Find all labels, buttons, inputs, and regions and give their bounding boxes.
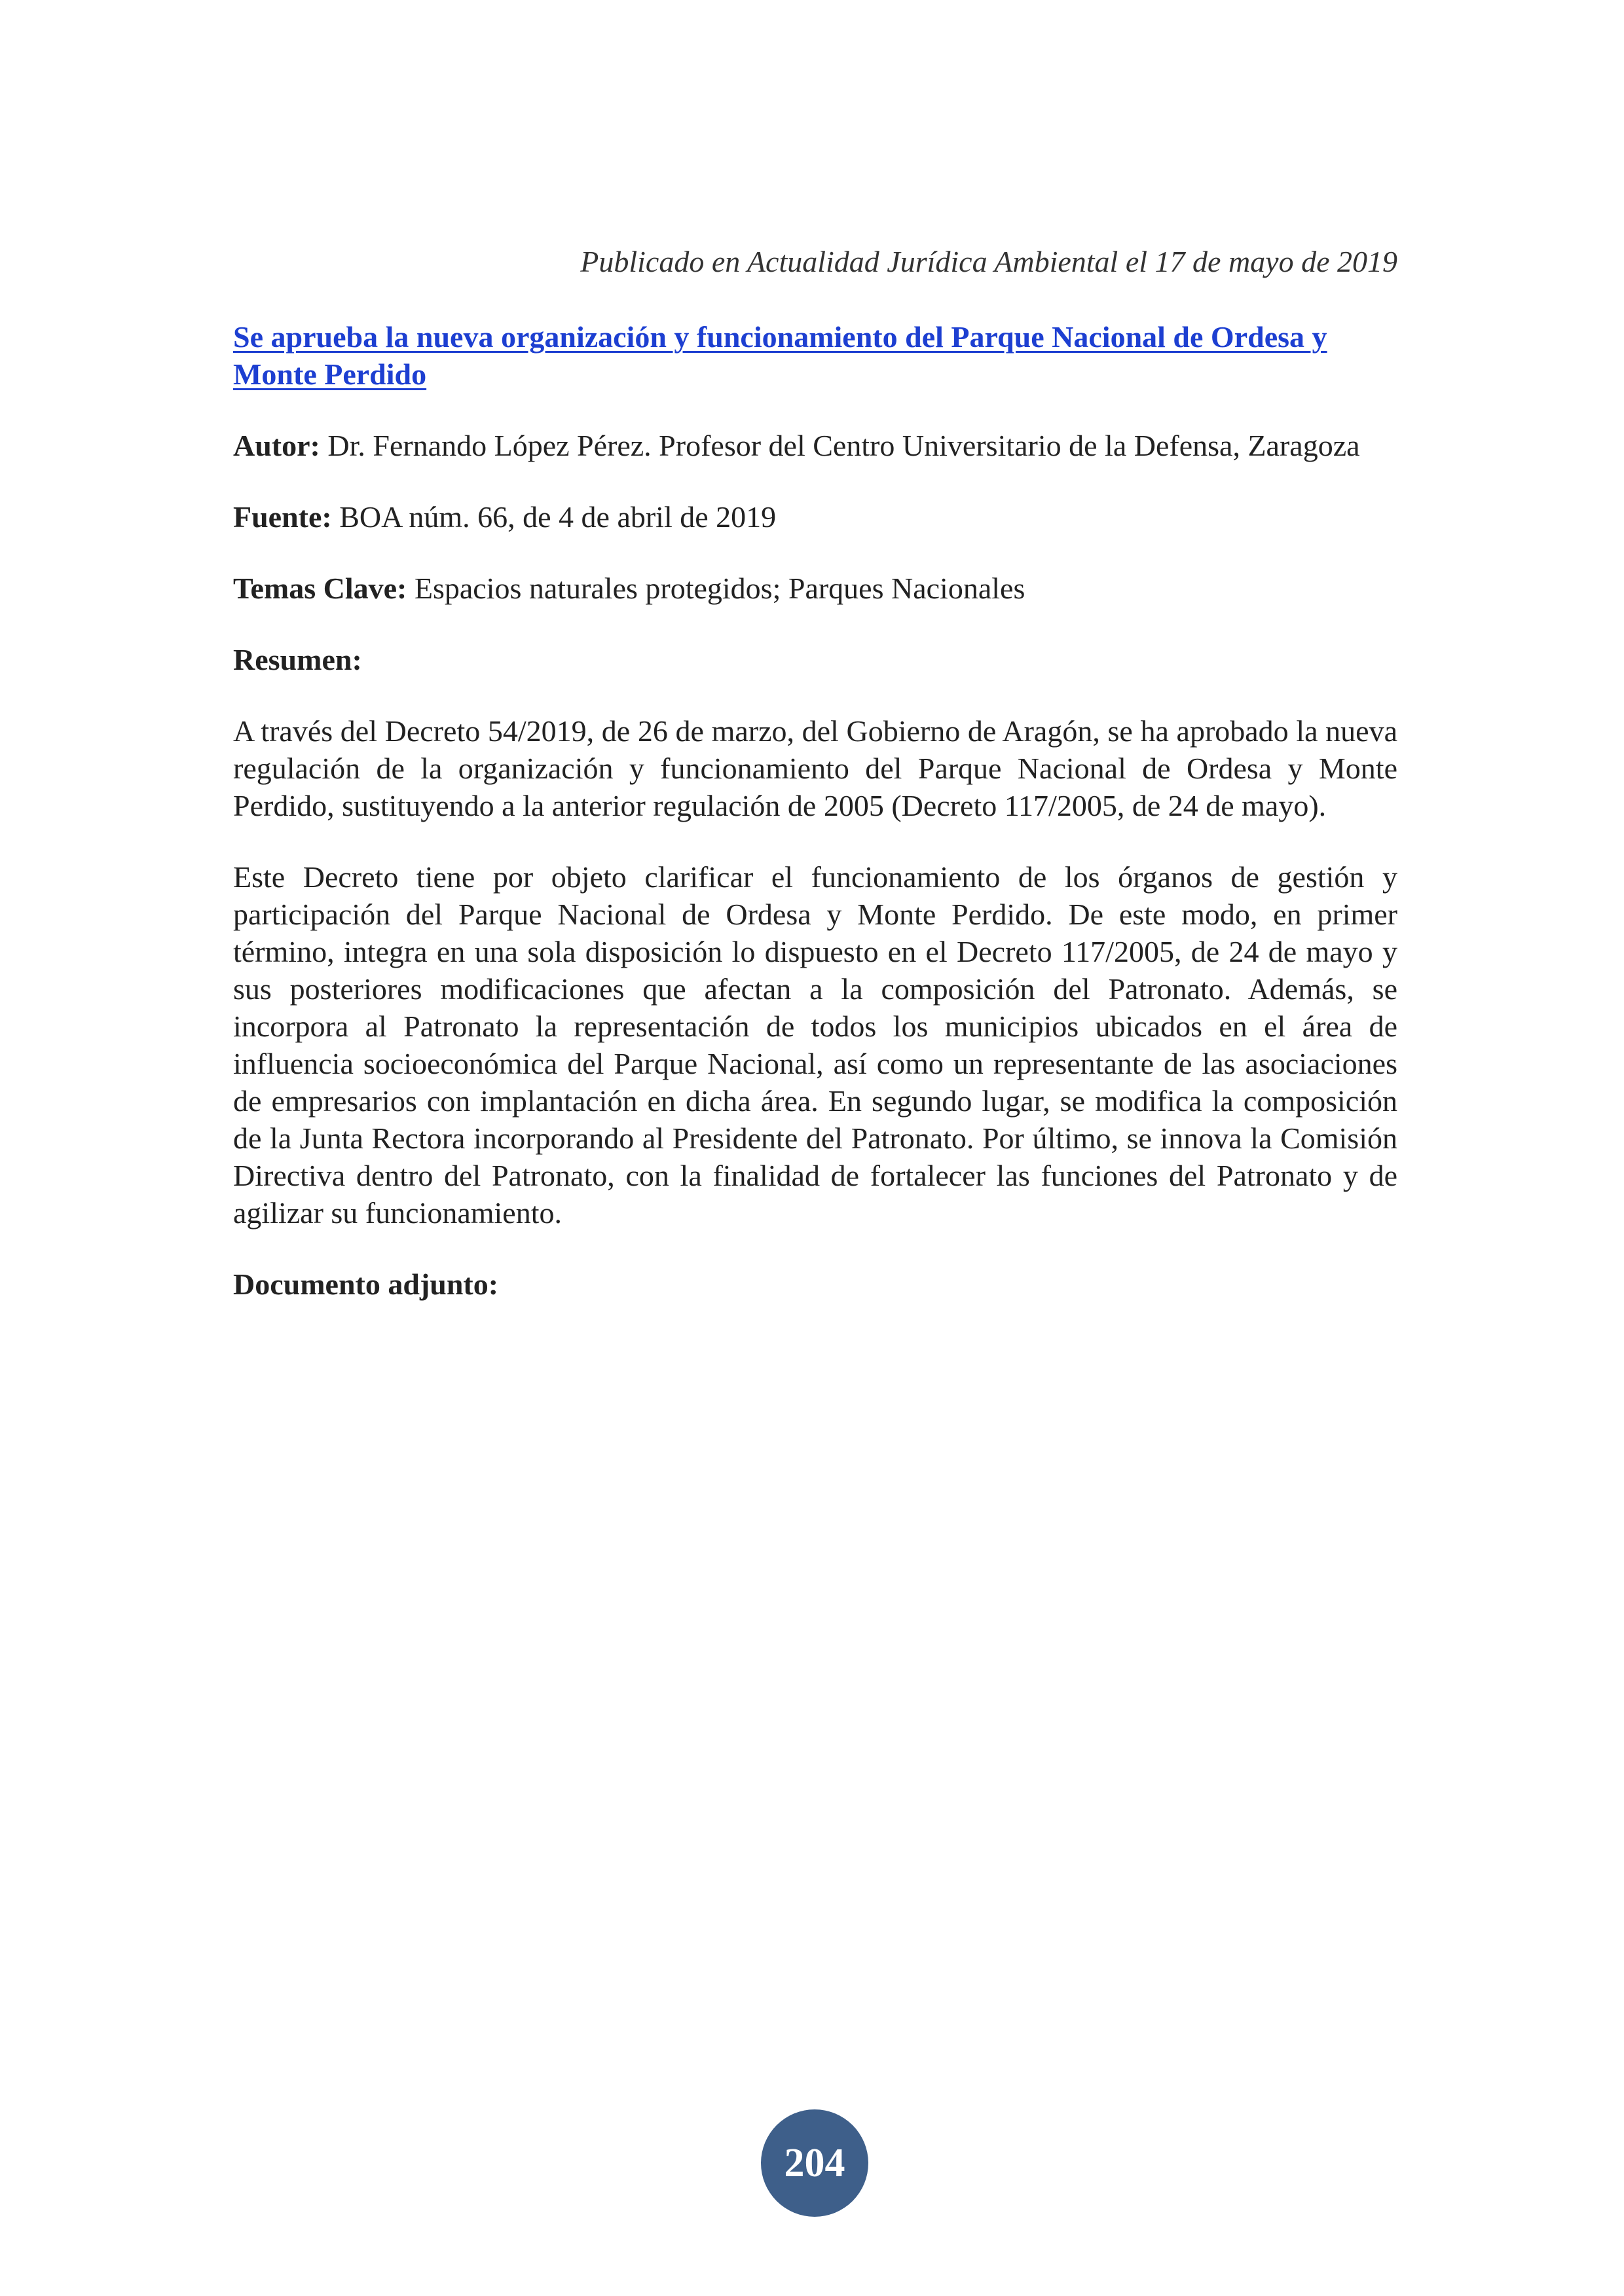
author-value: Dr. Fernando López Pérez. Profesor del Centro Universitario de la Defensa, Zaragoza xyxy=(327,429,1360,462)
article-title xyxy=(233,318,1397,393)
article-body xyxy=(233,318,1397,1303)
source-label: Fuente: xyxy=(233,500,332,534)
summary-paragraph: A través del Decreto 54/2019, de 26 de marzo, del Gobierno de Aragón, se ha aprobado la nueva regulación de la organización y funcionamiento del Parque Nacional de Ordesa y Monte Perdido, sustituyendo a la anterior regulación de 2005 (Decreto 117/2005, de 24 de mayo). xyxy=(233,714,1397,822)
summary-heading: Resumen: xyxy=(233,643,362,676)
topics-field xyxy=(233,570,1397,607)
author-field xyxy=(233,427,1397,464)
page-number-badge: 204 xyxy=(761,2109,868,2217)
source-value: BOA núm. 66, de 4 de abril de 2019 xyxy=(339,500,777,534)
article-title-link[interactable]: Se aprueba la nueva organización y funcionamiento del Parque Nacional de Ordesa y Monte Perdido xyxy=(233,320,1327,391)
source-field xyxy=(233,498,1397,536)
attachment-heading: Documento adjunto: xyxy=(233,1267,499,1301)
topics-value: Espacios naturales protegidos; Parques Nacionales xyxy=(414,572,1025,605)
author-label: Autor: xyxy=(233,429,320,462)
summary-paragraph: Este Decreto tiene por objeto clarificar el funcionamiento de los órganos de gestión y participación del Parque Nacional de Ordesa y Monte Perdido. De este modo, en primer término, integra en una sola disposición lo dispuesto en el Decreto 117/2005, de 24 de mayo y sus posteriores modificaciones que afectan a la composición del Patronato. Además, se incorpora al Patronato la representación de todos los municipios ubicados en el área de influencia socioeconómica del Parque Nacional, así como un representante de las asociaciones de empresarios con implantación en dicha área. En segundo lugar, se modifica la composición de la Junta Rectora incorporando al Presidente del Patronato. Por último, se innova la Comisión Directiva dentro del Patronato, con la finalidad de fortalecer las funciones del Patronato y de agilizar su funcionamiento. xyxy=(233,860,1397,1230)
topics-label: Temas Clave: xyxy=(233,572,407,605)
publication-line: Publicado en Actualidad Jurídica Ambiental el 17 de mayo de 2019 xyxy=(580,245,1397,278)
